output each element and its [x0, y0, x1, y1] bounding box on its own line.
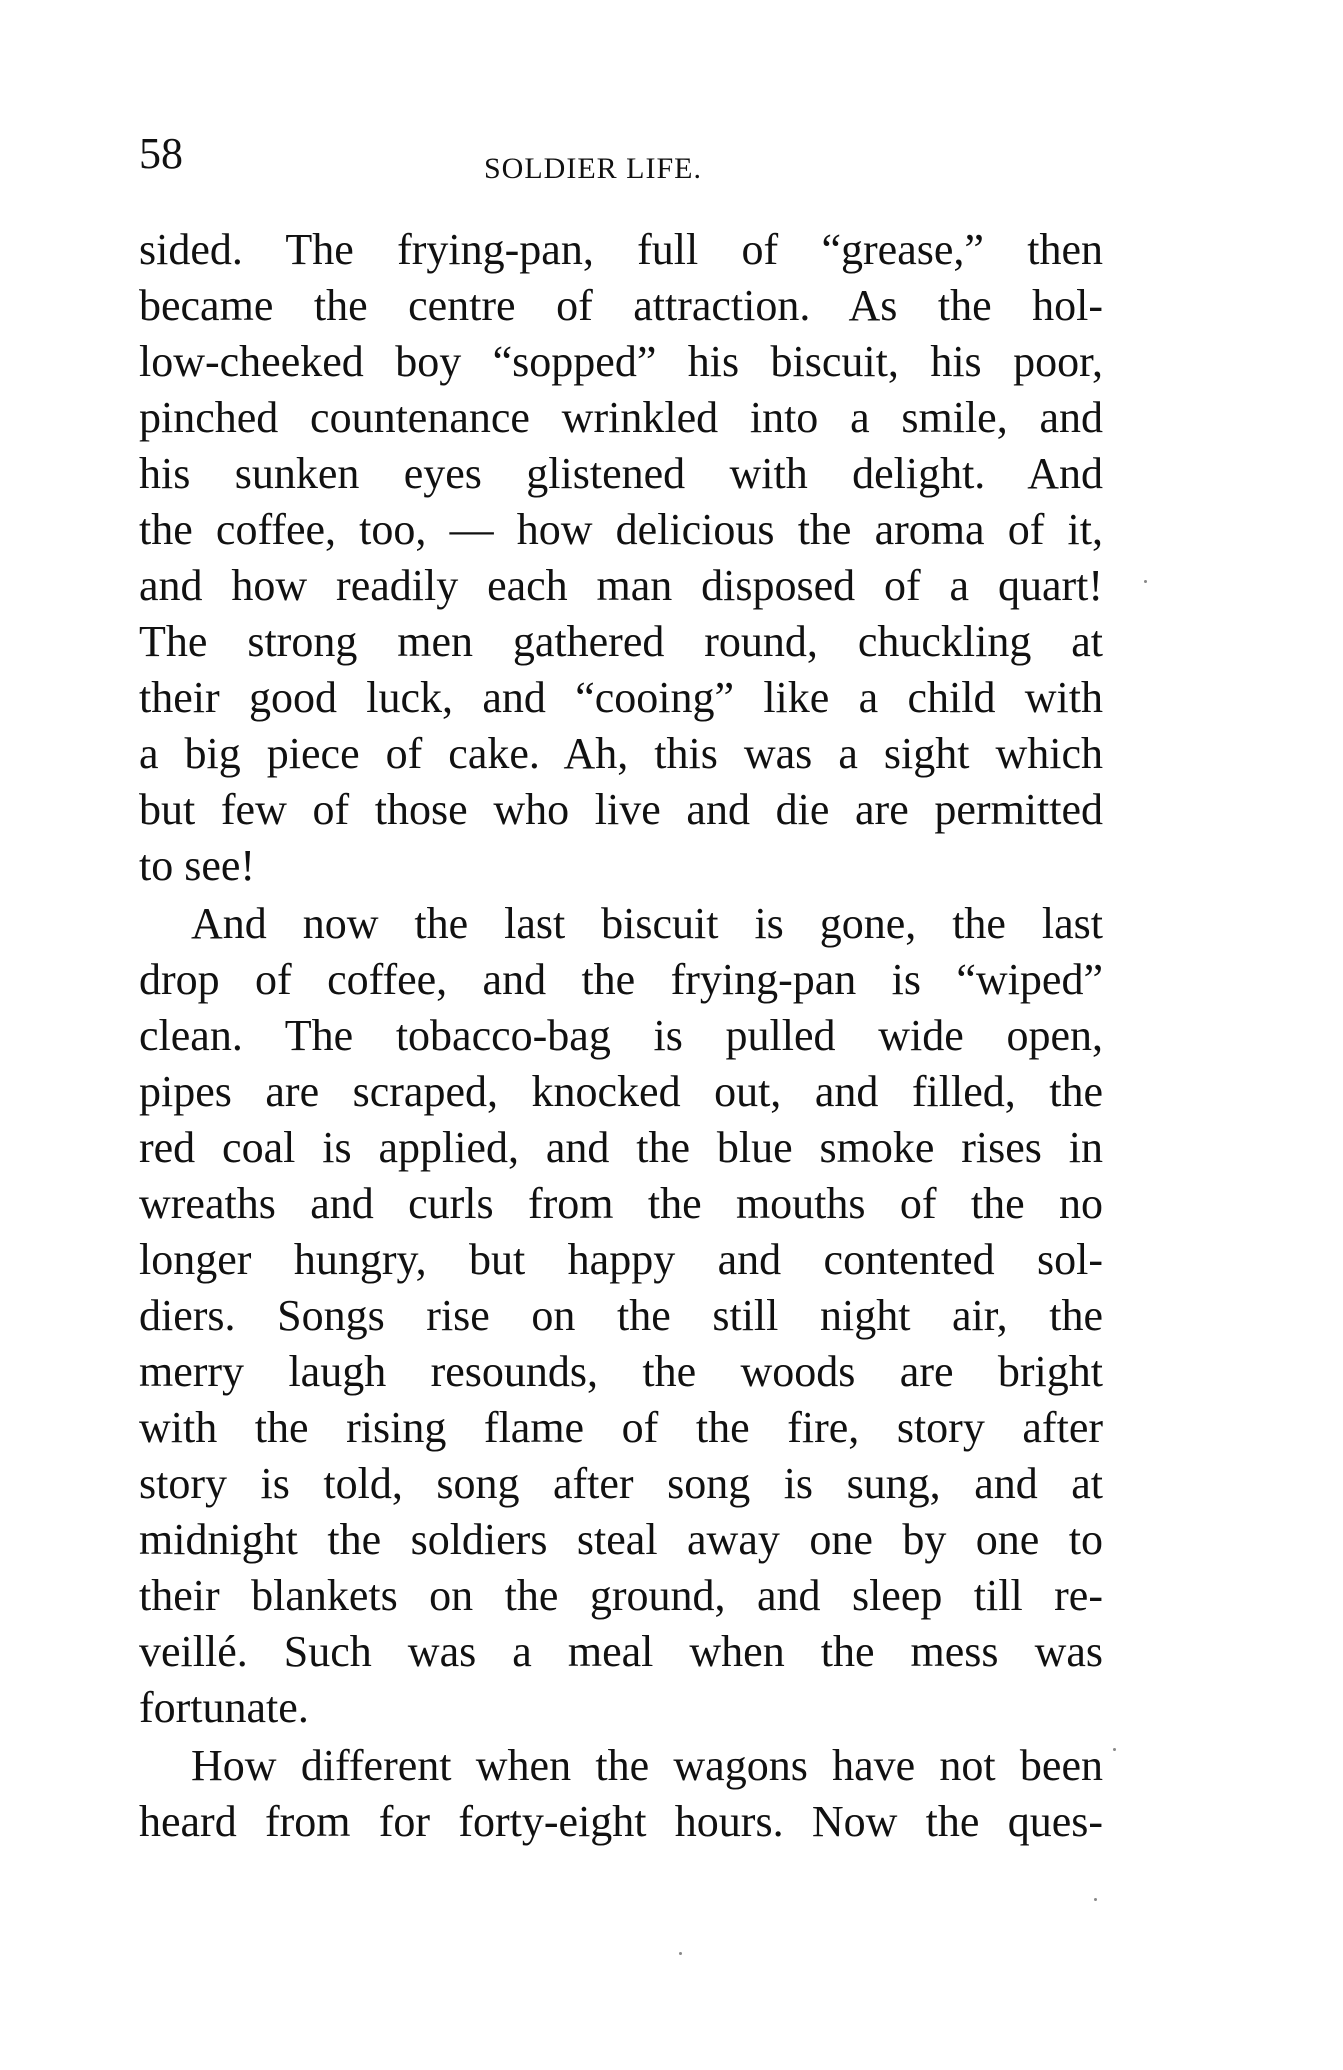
text-line: a big piece of cake. Ah, this was a sight which: [139, 729, 1103, 778]
text-line: pipes are scraped, knocked out, and filled, the: [139, 1067, 1103, 1116]
text-line: wreaths and curls from the mouths of the no: [139, 1179, 1103, 1228]
text-line: drop of coffee, and the frying-pan is “wiped”: [139, 955, 1103, 1004]
text-line: And now the last biscuit is gone, the last: [191, 899, 1103, 948]
text-line: his sunken eyes glistened with delight. And: [139, 449, 1103, 498]
text-line: merry laugh resounds, the woods are bright: [139, 1347, 1103, 1396]
text-line: How different when the wagons have not been: [191, 1741, 1103, 1790]
running-head: SOLDIER LIFE.: [484, 152, 702, 185]
text-line: the coffee, too, — how delicious the aroma of it,: [139, 505, 1103, 554]
text-line: diers. Songs rise on the still night air, the: [139, 1291, 1103, 1340]
page-number: 58: [139, 129, 183, 178]
paper-speck: [1113, 1748, 1116, 1751]
paragraph-2: [139, 896, 1103, 1736]
text-line: and how readily each man disposed of a quart!: [139, 561, 1103, 610]
paper-speck: [1094, 1898, 1097, 1901]
text-line: clean. The tobacco-bag is pulled wide open,: [139, 1011, 1103, 1060]
paragraph-1: [139, 222, 1103, 894]
text-line: story is told, song after song is sung, and at: [139, 1459, 1103, 1508]
text-line: veillé. Such was a meal when the mess was: [139, 1627, 1103, 1676]
text-line: The strong men gathered round, chuckling at: [139, 617, 1103, 666]
text-line: their blankets on the ground, and sleep till re-: [139, 1571, 1103, 1620]
text-line: became the centre of attraction. As the hol-: [139, 281, 1103, 330]
text-line: with the rising flame of the fire, story after: [139, 1403, 1103, 1452]
paragraph-3: [139, 1738, 1103, 1850]
paper-speck: [679, 1952, 682, 1955]
text-line: sided. The frying-pan, full of “grease,” then: [139, 225, 1103, 274]
page-header: [139, 129, 1109, 192]
text-line: but few of those who live and die are permitted: [139, 785, 1103, 834]
text-line: to see!: [139, 841, 256, 890]
text-line: longer hungry, but happy and contented sol-: [139, 1235, 1103, 1284]
body-text: [139, 222, 1103, 1850]
paper-speck: [1144, 580, 1147, 583]
text-line: midnight the soldiers steal away one by one to: [139, 1515, 1103, 1564]
text-line: fortunate.: [139, 1683, 309, 1732]
text-line: low-cheeked boy “sopped” his biscuit, his poor,: [139, 337, 1103, 386]
text-line: red coal is applied, and the blue smoke rises in: [139, 1123, 1103, 1172]
text-line: heard from for forty-eight hours. Now the ques-: [139, 1797, 1103, 1846]
text-line: pinched countenance wrinkled into a smile, and: [139, 393, 1103, 442]
text-line: their good luck, and “cooing” like a child with: [139, 673, 1103, 722]
